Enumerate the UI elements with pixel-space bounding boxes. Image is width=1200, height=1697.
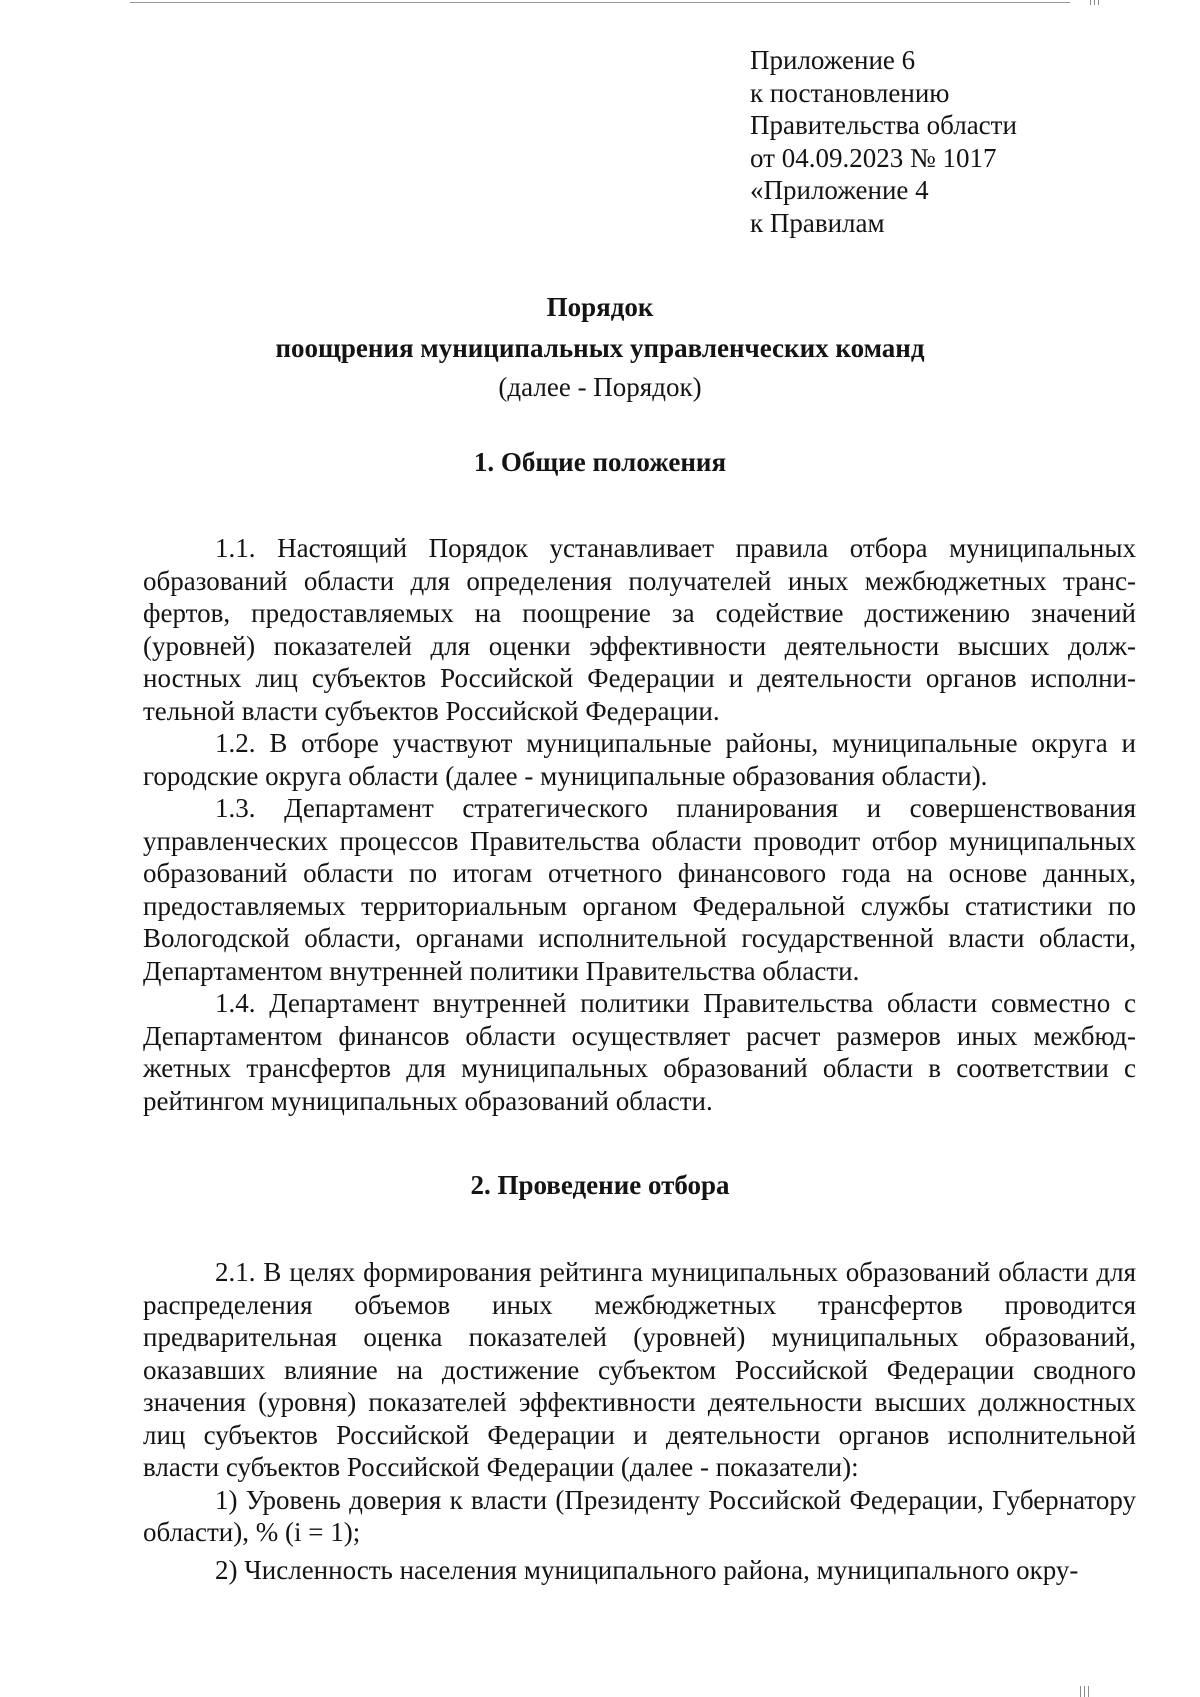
annex-line: от 04.09.2023 № 1017 [750,142,997,173]
scan-edge-tick [1090,0,1091,5]
annex-line: «Приложение 4 [750,175,929,205]
document-title: Порядок [546,292,654,322]
scan-edge-tick [1080,1686,1081,1697]
annex-reference [750,44,1017,239]
scan-edge-line [130,2,1070,3]
document-subtitle: поощрения муниципальных управленческих команд [275,333,925,363]
annex-line: Правительства области [750,110,1017,140]
section-2-heading: 2. Проведение отбора [470,1170,730,1200]
section-1-body [143,532,1136,1117]
scan-edge-tick [1084,1686,1085,1697]
scan-edge-tick [1098,0,1099,5]
section-2-body [143,1256,1136,1586]
paragraph: 1.1. Настоящий Порядок устанавливает правила отбора муниципальных образований области для определения получателей иных межбюджетных трансфертов, предоставляемых на поощрение за содействие достижению значений (уровней) показателей для оценки эффективности деятельности высших должностных лиц субъектов Российской Федерации и деятельности органов исполнительной власти субъектов Российской Федерации. [143,533,1136,726]
paragraph: 1.4. Департамент внутренней политики Правительства области совместно с Департаментом финансов области осуществляет расчет размеров иных межбюджетных трансфертов для муниципальных образований области в соответствии с рейтингом муниципальных образований области. [143,988,1136,1116]
scan-edge-tick [1088,1686,1089,1697]
annex-line: к Правилам [750,207,885,238]
paragraph: 2.1. В целях формирования рейтинга муниципальных образований области для распределения объемов иных межбюджетных трансфертов проводится предварительная оценка показателей (уровней) муниципальных образований, оказавших влияние на достижение субъектом Российской Федерации сводного значения (уровня) показателей эффективности деятельности высших должностных лиц субъектов Российской Федерации и деятельности органов исполнительной власти субъектов Российской Федерации (далее - показатели): [143,1257,1136,1482]
paragraph: 1.2. В отборе участвуют муниципальные районы, муниципальные округа и городские округа области (далее - муниципальные образования области). [143,728,1136,791]
list-item: 2) Численность населения муниципального района, муниципального окру- [215,1554,1079,1585]
document-abbreviation-note: (далее - Порядок) [498,372,702,402]
annex-line: к постановлению [750,77,950,108]
paragraph: 1.3. Департамент стратегического планирования и совершенствования управленческих процессов Правительства области проводит отбор муниципальных образований области по итогам отчетного финансового года на основе данных, предоставляемых территориальным органом Федеральной службы статистики по Вологодской области, органами исполнительной государственной власти области, Департаментом внутренней политики Правительства области. [143,793,1136,986]
scan-edge-tick [1094,0,1095,5]
list-item: 1) Уровень доверия к власти (Президенту Российской Федерации, Губернатору области), % (i = 1); [143,1484,1136,1547]
annex-line: Приложение 6 [750,45,916,75]
section-1-heading: 1. Общие положения [473,447,727,477]
